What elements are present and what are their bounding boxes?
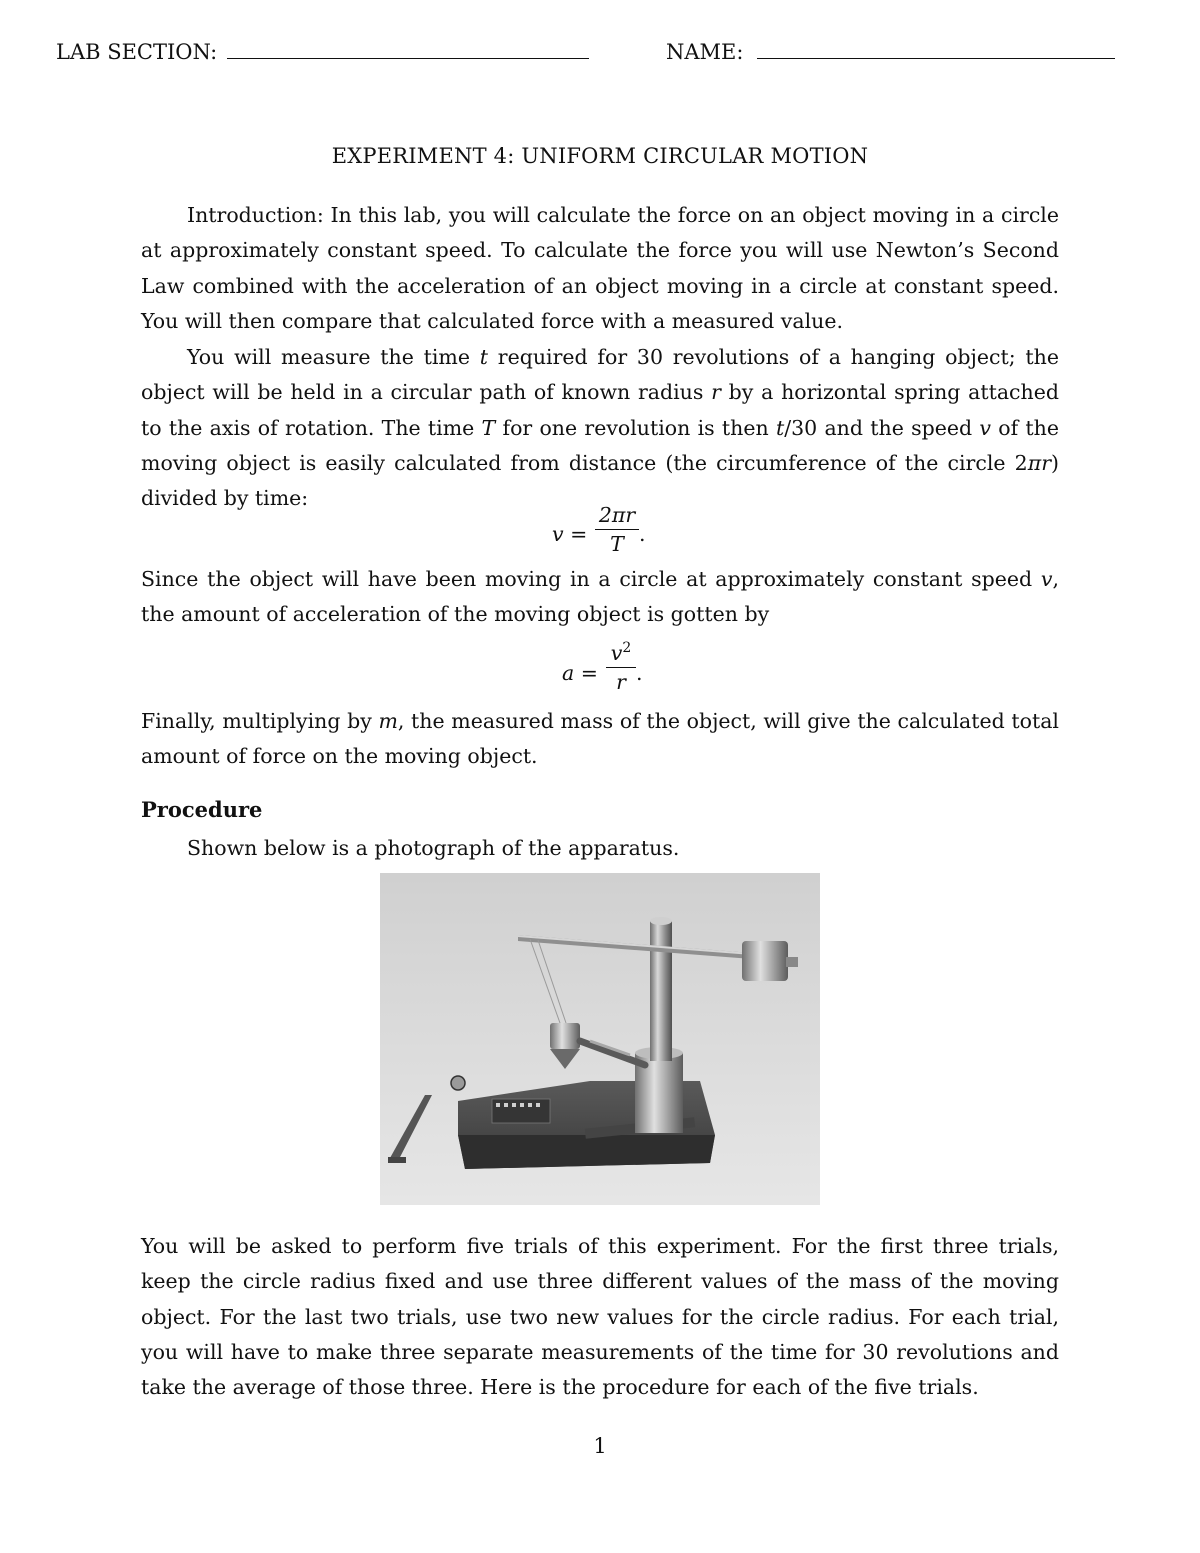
lab-section-blank[interactable] (227, 40, 589, 59)
apparatus-photo (380, 873, 820, 1205)
procedure-heading: Procedure (141, 797, 263, 822)
name-field (666, 40, 1115, 64)
equation-acceleration-numerator: $v^2$ (610, 640, 632, 665)
name-label: NAME: (666, 40, 744, 64)
equation-speed-fraction (595, 503, 639, 556)
intro-paragraph-3: Since the object will have been moving in a circle at approximately constant speed v, the amount of acceleration of the moving object is gotten by (141, 567, 1059, 627)
page-number: 1 (593, 1434, 607, 1458)
equation-acceleration: a = $v^2$ r . (562, 640, 643, 694)
equation-speed-numerator: 2πr (598, 503, 636, 527)
procedure-intro: Shown below is a photograph of the apparatus. (187, 836, 680, 860)
intro-paragraph-4: Finally, multiplying by m, the measured mass of the object, will give the calculated total amount of force on the moving object. (141, 709, 1059, 769)
intro-paragraph-1: Introduction: In this lab, you will calculate the force on an object moving in a circle at approximately constant speed. To calculate the force you will use Newton’s Second Law combined with the acceleration of an object moving in a circle at constant speed. You will then compare that calculated force with a measured value. (141, 203, 1059, 333)
equation-speed: v = 2πr T . (552, 503, 646, 556)
name-blank[interactable] (757, 40, 1115, 59)
equation-speed-denominator: T (610, 532, 624, 556)
equation-speed-lhs: v = (552, 522, 588, 546)
equation-acceleration-denominator: r (616, 669, 626, 694)
page-title: EXPERIMENT 4: UNIFORM CIRCULAR MOTION (331, 144, 869, 168)
equation-acceleration-lhs: a = (562, 661, 598, 685)
lab-section-label: LAB SECTION: (56, 40, 218, 64)
intro-paragraph-2: You will measure the time t required for 30 revolutions of a hanging object; the object will be held in a circular path of known radius r by a horizontal spring attached to the axis of rotation. The time T for one revolution is then t/30 and the speed v of the moving object is easily calculated from distance (the circumference of the circle 2πr) divided by time: (141, 345, 1059, 511)
procedure-paragraph: You will be asked to perform five trials of this experiment. For the first three trials, keep the circle radius fixed and use three different values of the mass of the moving object. For the last two trials, use two new values for the circle radius. For each trial, you will have to make three separate measurements of the time for 30 revolutions and take the average of those three. Here is the procedure for each of the five trials. (141, 1234, 1059, 1400)
apparatus-illustration (380, 873, 820, 1205)
equation-acceleration-fraction (606, 640, 636, 694)
lab-section-field (56, 40, 589, 64)
